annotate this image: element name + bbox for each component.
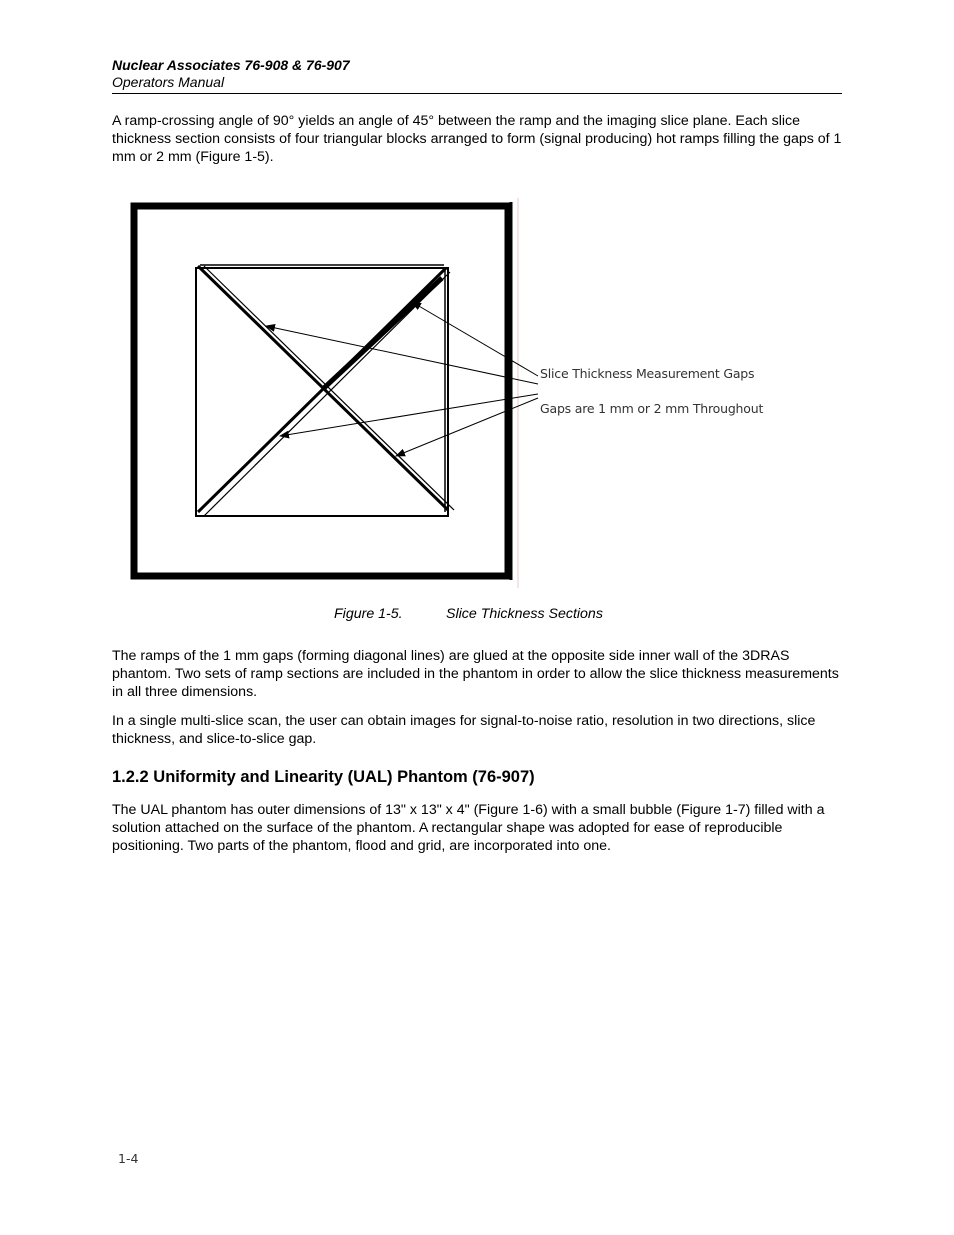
callout-gap-size: Gaps are 1 mm or 2 mm Throughout [540,401,764,416]
figure-caption-number: Figure 1-5. [334,606,403,622]
arrow-1 [412,302,538,376]
figure-caption [334,606,603,622]
document-title: Nuclear Associates 76-908 & 76-907 [112,57,350,73]
intro-paragraph: A ramp-crossing angle of 90° yields an angle of 45° between the ramp and the imaging slice plane. Each slice thickness section consists of four triangular blocks arranged to form (signal producing) hot ramps filling the gaps of 1 mm or 2 mm (Figure 1-5). [112,113,842,165]
paragraph-scan: In a single multi-slice scan, the user can obtain images for signal-to-noise ratio, resolution in two directions, slice thickness, and slice-to-slice gap. [112,713,816,747]
ramp-diagonal-b-thick [324,278,442,388]
page-header [112,57,842,94]
callout-measurement-gaps: Slice Thickness Measurement Gaps [540,366,755,381]
arrow-4 [396,398,538,456]
paragraph-ramps: The ramps of the 1 mm gaps (forming diagonal lines) are glued at the opposite side inner wall of the 3DRAS phantom. Two sets of ramp sections are included in the phantom in order to allow the slice thickness measurements in all three dimensions. [112,648,839,700]
section-heading: 1.2.2 Uniformity and Linearity (UAL) Phantom (76-907) [112,768,535,786]
arrow-2 [266,326,538,384]
figure-slice-thickness [120,190,820,595]
slice-thickness-diagram [120,190,820,595]
paragraph-ual-phantom: The UAL phantom has outer dimensions of 13" x 13" x 4" (Figure 1-6) with a small bubble (Figure 1-7) filled with a solution attached on the surface of the phantom. A rectangular shape was adopted for ease of reproducible positioning. Two parts of the phantom, flood and grid, are incorporated into one. [112,802,825,854]
arrow-3 [280,394,538,436]
page-number: 1-4 [118,1151,139,1166]
document-subtitle: Operators Manual [112,74,225,90]
figure-caption-title: Slice Thickness Sections [446,606,603,622]
ramp-diagonal-b [198,268,446,512]
